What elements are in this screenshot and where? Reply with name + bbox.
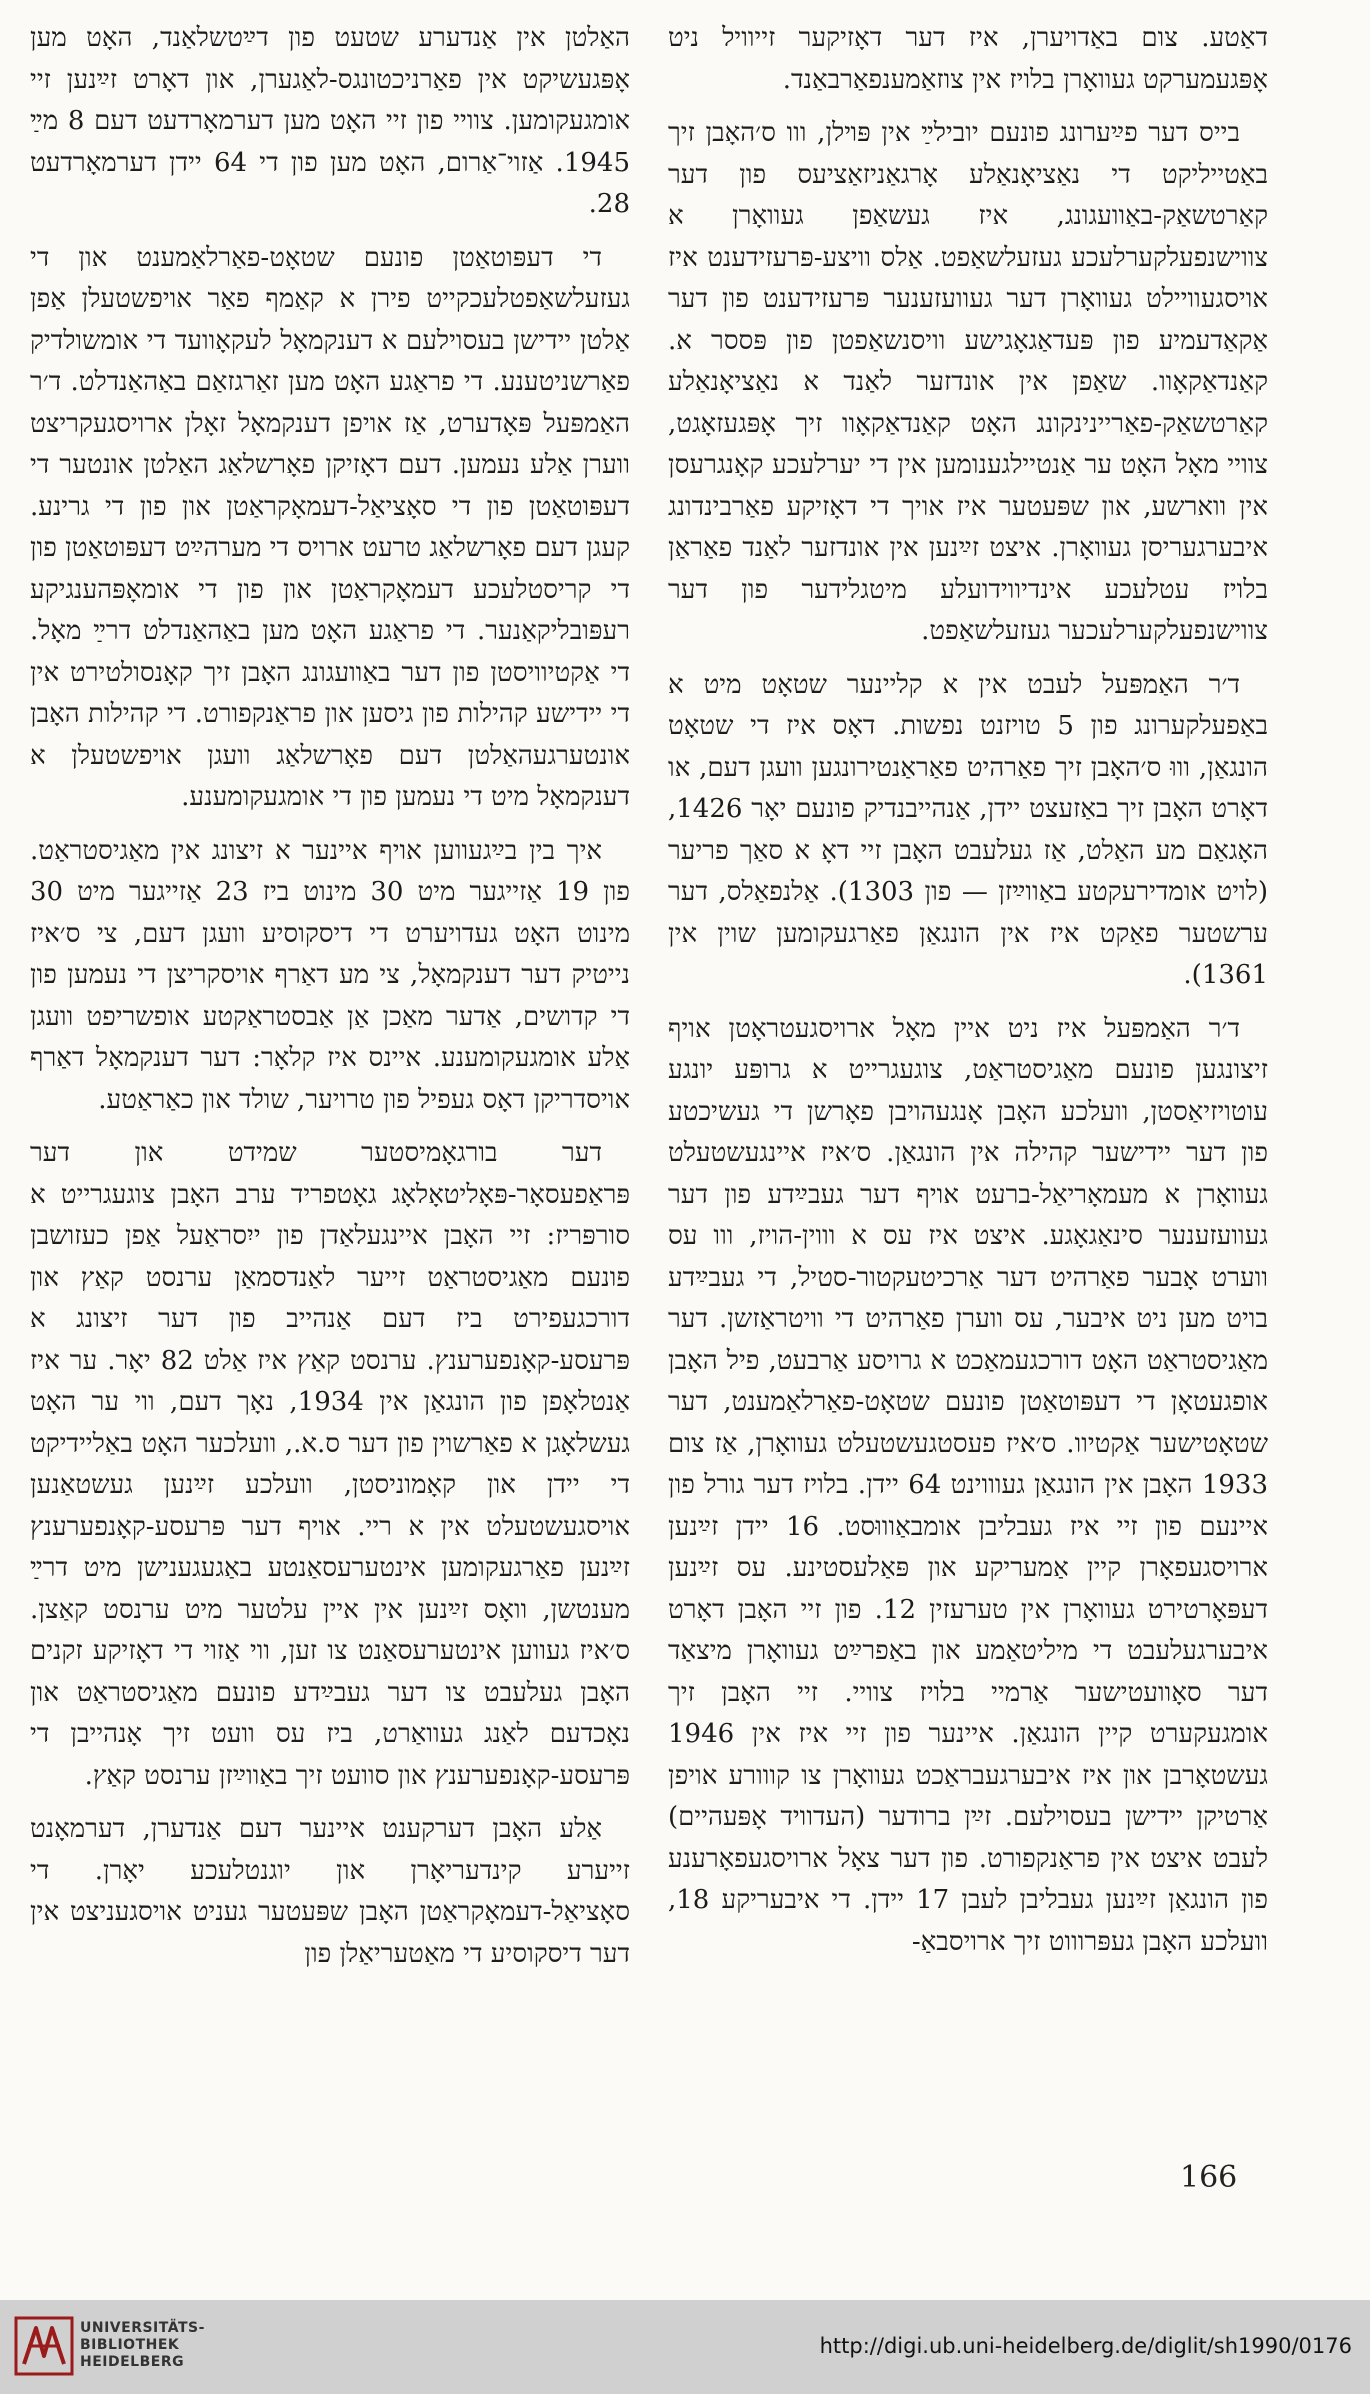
paragraph: די דעפּוטאַטן פונעם שטאָט-פאַרלאַמענט און די געזעלשאַפטלעכקייט פירן א קאַמף פאַר אויפשטעלן אַפן אַלטן יידישן בעסוילעם א דענקמאָל לעקאָוועד די אומשולדיק פאַרשניטענע. די פראַגע האָט מען זאַרגזאַם באַהאַנדלט. ד׳ר האַמפּעל פּאָדערט, אַז אויפן דענקמאָל זאָלן ארויסגעקריצט ווערן אַלע נעמען. דעם דאָזיקן פאָרשלאַג האַלטן אונטער די דעפּוטאַטן פון די סאָציאַל-דעמאָקראַטן און פון די גרינע. קעגן דעם פאָרשלאַג טרעט ארויס די מערהײַט דעפּוטאַטן פון די קריסטלעכע דעמאָקראַטן און פון די אומאָפּהענגיקע רעפּובליקאַנער. די פראַגע האָט מען באַהאַנדלט דרײַ מאָל. די אַקטיוויסטן פון דער באַוועגונג האָבן זיך קאָנסולטירט אין די יידישע קהילות פון גיסען און פראַנקפורט. די קהילות האָבן אונטערגעהאַלטן דעם פאָרשלאַג וועגן אויפשטעלן א דענקמאָל מיט די נעמען פון די אומגעקומענע.	[30, 242, 630, 812]
library-name	[80, 2320, 205, 2371]
permalink-url[interactable]: http://digi.ub.uni-heidelberg.de/diglit/sh1990/0176	[819, 2334, 1352, 2358]
paragraph: ד׳ר האַמפּעל לעבט אין א קליינער שטאָט מיט א באַפעלקערונג פון 5 טויזנט נפשות. דאָס איז די שטאָט הונגאַן, וווּ ס׳האָבן זיך פאַרהיט פאַראַנטירונגען וועגן דעם, או דאָרט האָבן זיך באַזעצט יידן, אַנהייבנדיק פונעם יאָר 1426, האָגאַם מע האַלט, אַז געלעבט האָבן זיי דאָ א סאַך פריער (לויט אומדירעקטע באַווײַזן — פון 1303). אַלנפאַלס, דער ערשטער פאַקט איז אין הונגאַן פאַרגעקומען שוין אין 1361).	[668, 669, 1268, 990]
ub-heidelberg-logo-icon[interactable]	[14, 2316, 74, 2376]
right-text-column	[668, 18, 1268, 2138]
right-column-text	[668, 18, 1268, 1963]
paragraph: בייס דער פײַערונג פונעם יובילײַ אין פּױלן, ווו ס׳האָבן זיך באַטייליקט די נאַציאָנאַלע אָרגאַניזאַציעס פון דער קאַרטשאַק-באַוועגונג, איז געשאַפן געוואָרן א צווישנפעלקערלעכע געזעלשאַפט. אַלס וויצע-פּרעזידענט איז אויסגעוויילט געוואָרן דער געוועזענער פּרעזידענט פון דער אַקאַדעמיע פון פּעדאַגאָגישע וויסנשאַפטן פון פּססר א. קאַנדאַקאָוו. שאַפן אין אונדזער לאַנד א נאַציאָנאַלע קאַרטשאַק-פאַריינינקונג האָט קאַנדאַקאָוו זיך אָפּגעזאָגט, צוויי מאָל האָט ער אַנטיילגענומען אין די יערלעכע קאָנגרעסן אין ווארשע, און שפּעטער איז אויך די דאָזיקע פאַרבינדונג איבערגעריסן געוואָרן. איצט זײַנען אין אונדזער לאַנד פאַראַן בלויז עטלעכע אינדיווידועלע מיטגלידער פון דער צווישנפעלקערלעכער געזעלשאַפט.	[668, 118, 1268, 646]
paragraph: דאַטע. צום באַדויערן, איז דער דאָזיקער זייוויל ניט אָפּגעמערקט געוואָרן בלויז אין צוזאַמענפאַרבאַנד.	[668, 23, 1268, 95]
paragraph: אַלע האָבן דערקענט איינער דעם אַנדערן, דערמאָנט זייערע קינדעריאָרן און יוגנטלעכע יאָרן. די סאָציאַל-דעמאָקראַטן האָבן שפּעטער געניט אויסגעניצט אין דער דיסקוסיע די מאַטעריאַלן פון	[30, 1814, 630, 1969]
left-text-column	[30, 18, 630, 2138]
paragraph: האַלטן אין אַנדערע שטעט פון דײַטשלאַנד, האָט מען אָפּגעשיקט אין פאַרניכטונגס-לאַגערן, און דאָרט זײַנען זיי אומגעקומען. צוויי פון זיי האָט מען דערמאָרדעט דעם 8 מײַ 1945. אַזוי־אַרום, האָט מען פון די 64 יידן דערמאָרדעט 28.	[30, 23, 630, 219]
library-name-line: BIBLIOTHEK	[80, 2337, 180, 2353]
library-name-line: UNIVERSITÄTS-	[80, 2320, 205, 2336]
library-name-line: HEIDELBERG	[80, 2354, 185, 2370]
paragraph: איך בין בײַגעווען אויף איינער א זיצונג אין מאַגיסטראַט. פון 19 אַזייגער מיט 30 מינוט ביז 23 אַזייגער מיט 30 מינוט האָט געדויערט די דיסקוסיע וועגן דעם, צי ס׳איז נייטיק דער דענקמאָל, צי מע דאַרף אויסקריצן די נעמען פון די קדושים, אַדער מאַכן אַן אַבסטראַקטע אופשריפט וועגן אַלע אומגעקומענע. איינס איז קלאָר: דער דענקמאָל דאַרף אויסדריקן דאָס געפיל פון טרויער, שולד און כאַראַטע.	[30, 835, 630, 1115]
page-number: 166	[1180, 2160, 1238, 2195]
left-column-text	[30, 18, 630, 1975]
footer-bar	[0, 2300, 1370, 2394]
paragraph: ד׳ר האַמפּעל איז ניט איין מאָל ארויסגעטראָטן אויף זיצונגען פונעם מאַגיסטראַט, צוגעגרייט א גרופּע יונגע עוטויזיאַסטן, וועלכע האָבן אָנגעהויבן פאָרשן די געשיכטע פון דער יידישער קהילה אין הונגאַן. ס׳איז איינגעשטעלט געוואָרן א מעמאָריאַל-ברעט אויף דער געבײַדע פון דער געוועזענער סינאַגאָגע. איצט איז עס א וווין-הויז, ווו עס ווערט אָבער פאַרהיט דער אַרכיטעקטור-סטיל, די געבײַדע בויט מען ניט איבער, עס ווערן פאַרהיט די וויטראַזשן. דער מאַגיסטראַט האָט דורכגעמאַכט א גרויסע אַרבעט, פיל האָבן אופגעטאָן די דעפּוטאַטן פונעם שטאָט-פאַרלאַמענט, דער שטאָטישער אַקטיוו. ס׳איז פעסטגעשטעלט געוואָרן, אַז צום 1933 האָבן אין הונגאַן געוווינט 64 יידן. בלויז דער גורל פון איינעם פון זיי איז געבליבן אומבאַוווּסט. 16 יידן זײַנען ארויסגעפאָרן קיין אַמעריקע און פּאַלעסטינע. עס זײַנען דעפּאָרטירט געוואָרן אין טערעזין 12. פון זיי האָבן דאָרט איבערגעלעבט די מיליטאַמע און באַפרײַט געוואָרן מיצאַד דער סאָוועטישער אַרמיי בלויז צוויי. זיי האָבן זיך אומגעקערט קיין הונגאַן. איינער פון זיי איז אין 1946 געשטאָרבן און איז איבערגעבראַכט געוואָרן צו קווורע אויפן אַרטיקן יידישן בעסוילעם. זײַן ברודער (העדוויד אָפּעהיים) לעבט איצט אין פראַנקפורט. פון דער צאָל ארויסגעפאָרענע פון הונגאַן זײַנען געבליבן לעבן 17 יידן. די איבעריקע 18, וועלכע האָבן געפּרוווט זיך ארויסבאַ-	[668, 1013, 1268, 1957]
paragraph: דער בורגאָמיסטער שמידט און דער פּראַפעסאָר-פּאָליטאָלאָג גאָטפריד ערב האָבן צוגעגרייט א סורפּריז: זיי האָבן איינגעלאַדן פון ייִסראַעל אַפן כעזושבן פונעם מאַגיסטראַט זייער לאַנדסמאַן ערנסט קאַץ און דורכגעפירט ביז דעם אַנהייב פון דער זיצונג א פּרעסע-קאָנפערענץ. ערנסט קאַץ איז אַלט 82 יאָר. ער איז אַנטלאָפן פון הונגאַן אין 1934, נאָך דעם, ווי ער האָט געשלאָגן א פאַרשוין פון דער ס.א., וועלכער האָט באַליידיקט די יידן און קאָמוניסטן, וועלכע זײַנען געשטאַנען אויסגעשטעלט אין א ריי. אויף דער פּרעסע-קאָנפערענץ זײַנען פאַרגעקומען אינטערעסאַנטע באַגעגענישן מיט דרײַ מענטשן, וואָס זײַנען אין איין עלטער מיט ערנסט קאַצן. ס׳איז געווען אינטערעסאַנט צו זען, ווי אַזוי די דאָזיקע זקנים האָבן געלעבט צו דער געבײַדע פונעם מאַגיסטראַט און נאָכדעם לאַנג געוואַרט, ביז עס וועט זיך אָנהייבן די פּרעסע-קאָנפערענץ און סוועט זיך באַווײַזן ערנסט קאַץ.	[30, 1138, 630, 1791]
